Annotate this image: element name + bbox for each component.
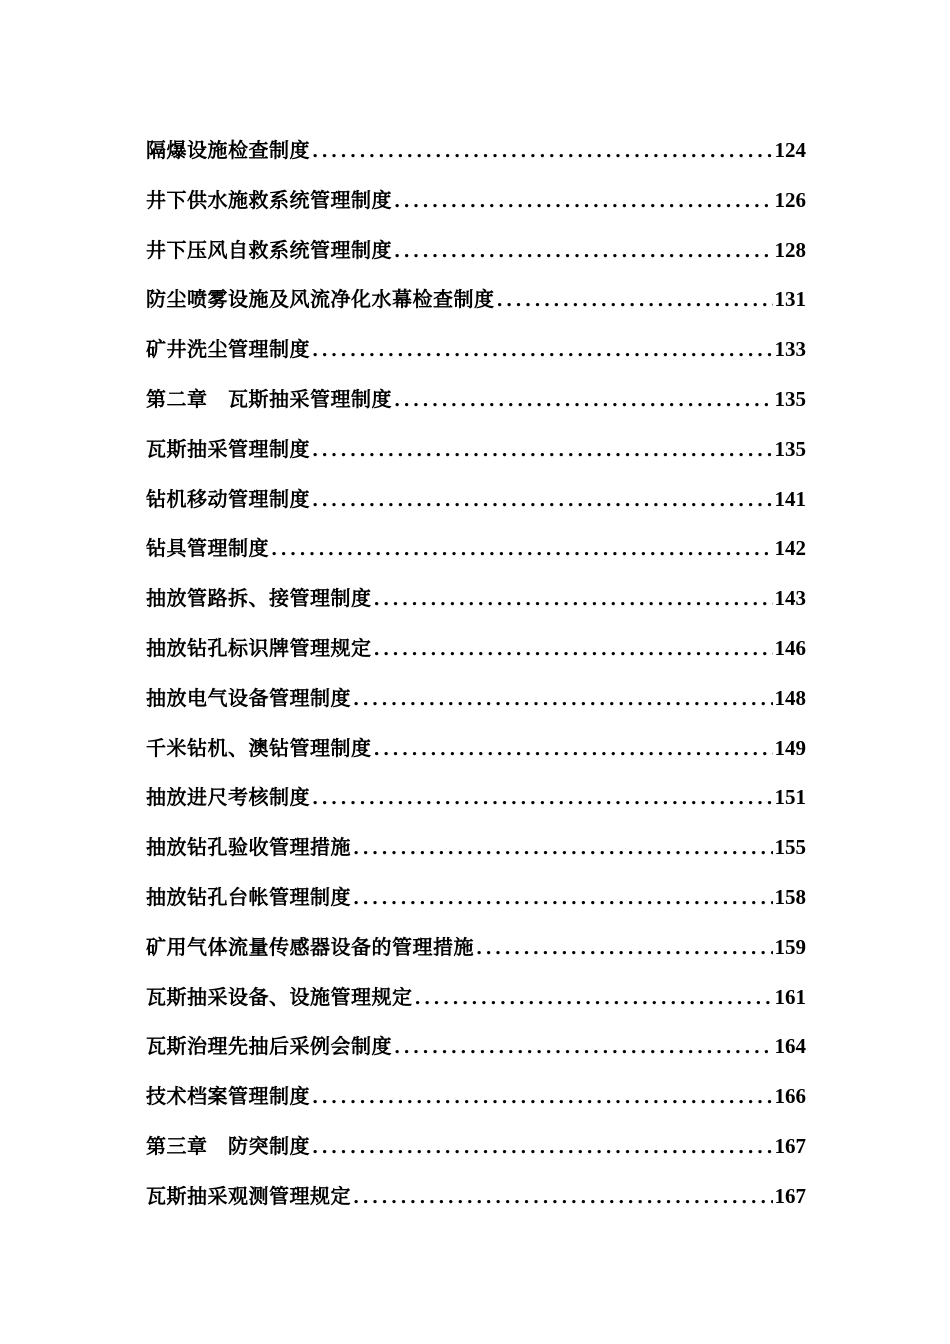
toc-entry-page: 133 (774, 337, 806, 362)
toc-entry[interactable] (146, 724, 806, 774)
toc-leader-dots (271, 525, 773, 575)
toc-entry-page: 135 (774, 436, 806, 461)
toc-entry-page: 151 (774, 785, 806, 810)
toc-entry-title: 第二章 瓦斯抽采管理制度 (146, 386, 392, 411)
toc-leader-dots (312, 426, 773, 476)
toc-entry-title: 抽放管路拆、接管理制度 (146, 586, 372, 611)
toc-entry-page: 135 (774, 386, 806, 411)
toc-entry-title: 抽放进尺考核制度 (146, 785, 310, 810)
toc-entry-title: 矿井洗尘管理制度 (146, 337, 310, 362)
toc-leader-dots (312, 1123, 773, 1173)
toc-leader-dots (374, 725, 773, 775)
toc-leader-dots (353, 874, 773, 924)
toc-entry-title: 抽放钻孔台帐管理制度 (146, 884, 351, 909)
toc-entry-page: 128 (774, 237, 806, 262)
toc-leader-dots (394, 1023, 773, 1073)
toc-entry-title: 技术档案管理制度 (146, 1084, 310, 1109)
toc-entry[interactable] (146, 674, 806, 724)
toc-entry[interactable] (146, 524, 806, 574)
toc-leader-dots (312, 476, 773, 526)
toc-entry-page: 143 (774, 586, 806, 611)
toc-leader-dots (394, 227, 773, 277)
toc-entry-page: 124 (774, 138, 806, 162)
toc-entry-title: 抽放钻孔验收管理措施 (146, 835, 351, 860)
toc-entry[interactable] (146, 1172, 806, 1222)
toc-entry[interactable] (146, 973, 806, 1023)
toc-entry-page: 158 (774, 884, 806, 909)
toc-entry-title: 隔爆设施检查制度 (146, 138, 310, 162)
toc-entry[interactable] (146, 773, 806, 823)
toc-entry-page: 149 (774, 735, 806, 760)
toc-entry-title: 矿用气体流量传感器设备的管理措施 (146, 934, 474, 959)
toc-entry-title: 防尘喷雾设施及风流净化水幕检查制度 (146, 287, 495, 312)
toc-entry[interactable] (146, 574, 806, 624)
table-of-contents (146, 126, 806, 1222)
toc-entry-page: 166 (774, 1084, 806, 1109)
toc-leader-dots (476, 924, 773, 974)
toc-entry-page: 164 (774, 1034, 806, 1059)
toc-entry-title: 钻机移动管理制度 (146, 486, 310, 511)
toc-entry-title: 钻具管理制度 (146, 536, 269, 561)
toc-entry[interactable] (146, 624, 806, 674)
toc-leader-dots (394, 376, 773, 426)
toc-entry[interactable] (146, 923, 806, 973)
toc-leader-dots (374, 575, 773, 625)
toc-entry-page: 131 (774, 287, 806, 312)
toc-leader-dots (353, 824, 773, 874)
toc-entry[interactable] (146, 1072, 806, 1122)
toc-entry-page: 146 (774, 635, 806, 660)
toc-entry[interactable] (146, 126, 806, 176)
toc-leader-dots (312, 774, 773, 824)
toc-entry[interactable] (146, 475, 806, 525)
toc-leader-dots (353, 1173, 773, 1223)
toc-leader-dots (353, 675, 773, 725)
toc-entry[interactable] (146, 425, 806, 475)
toc-leader-dots (312, 326, 773, 376)
toc-entry-page: 148 (774, 685, 806, 710)
toc-entry-title: 千米钻机、澳钻管理制度 (146, 735, 372, 760)
toc-entry[interactable] (146, 275, 806, 325)
toc-leader-dots (394, 177, 773, 227)
toc-entry[interactable] (146, 226, 806, 276)
toc-entry[interactable] (146, 823, 806, 873)
toc-entry-page: 155 (774, 835, 806, 860)
toc-entry-page: 142 (774, 536, 806, 561)
toc-leader-dots (415, 974, 773, 1024)
toc-entry-page: 141 (774, 486, 806, 511)
toc-entry-title: 瓦斯抽采观测管理规定 (146, 1183, 351, 1208)
toc-leader-dots (312, 127, 773, 177)
toc-entry-title: 瓦斯抽采管理制度 (146, 436, 310, 461)
toc-entry[interactable] (146, 325, 806, 375)
toc-entry-title: 井下供水施救系统管理制度 (146, 187, 392, 212)
toc-entry[interactable] (146, 176, 806, 226)
toc-leader-dots (312, 1073, 773, 1123)
toc-entry-title: 瓦斯治理先抽后采例会制度 (146, 1034, 392, 1059)
toc-entry-title: 抽放电气设备管理制度 (146, 685, 351, 710)
toc-entry[interactable] (146, 873, 806, 923)
toc-chapter-heading[interactable] (146, 375, 806, 425)
toc-entry-page: 167 (774, 1183, 806, 1208)
toc-entry-title: 瓦斯抽采设备、设施管理规定 (146, 984, 413, 1009)
toc-entry[interactable] (146, 1022, 806, 1072)
toc-entry-title: 第三章 防突制度 (146, 1133, 310, 1158)
toc-entry-title: 抽放钻孔标识牌管理规定 (146, 635, 372, 660)
toc-entry-title: 井下压风自救系统管理制度 (146, 237, 392, 262)
toc-entry-page: 167 (774, 1133, 806, 1158)
toc-entry-page: 161 (774, 984, 806, 1009)
toc-chapter-heading[interactable] (146, 1122, 806, 1172)
toc-entry-page: 126 (774, 187, 806, 212)
toc-entry-page: 159 (774, 934, 806, 959)
toc-leader-dots (497, 276, 773, 326)
toc-leader-dots (374, 625, 773, 675)
